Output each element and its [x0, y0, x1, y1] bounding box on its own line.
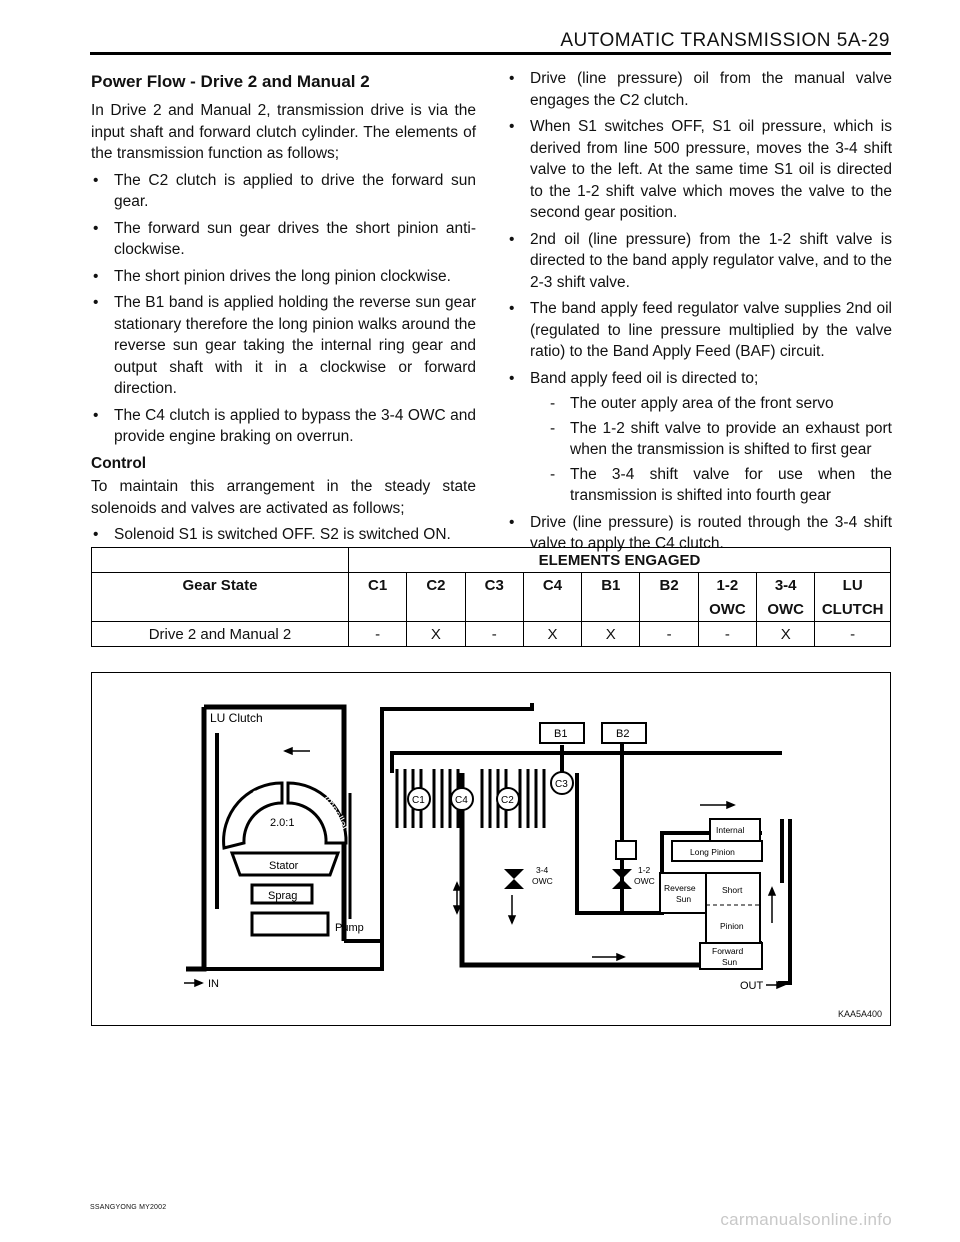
column-header-owc34: 3-4	[757, 573, 815, 598]
arrow-head	[285, 748, 292, 754]
table-cell: X	[582, 622, 640, 647]
list-item: • Drive (line pressure) is routed through the 3-4 shift valve to apply the C4 clutch.	[507, 512, 892, 555]
arrow-head	[509, 916, 515, 923]
column-header-c1: C1	[348, 573, 406, 598]
c3-plates	[520, 769, 544, 828]
owc-34-label-bottom: OWC	[532, 876, 553, 886]
diagram-svg	[92, 673, 892, 1027]
pump-housing	[344, 703, 532, 941]
column-header-lu-sub: CLUTCH	[815, 597, 891, 622]
pinion-label: Pinion	[720, 921, 744, 931]
forward-sun-label-top: Forward	[712, 946, 744, 956]
c3-label: C3	[555, 779, 568, 790]
list-item: • The short pinion drives the long pinion clockwise.	[91, 266, 476, 288]
turbine-label: Turbine	[233, 787, 263, 826]
table-cell: X	[523, 622, 581, 647]
column-header-b2: B2	[640, 573, 698, 598]
reverse-sun	[660, 873, 706, 913]
input-path	[204, 941, 382, 969]
column-header-c4: C4	[523, 573, 581, 598]
table-cell-empty	[582, 597, 640, 622]
table-row	[92, 622, 891, 647]
control-detail-list	[507, 68, 892, 555]
table-cell: X	[407, 622, 465, 647]
column-header-b1: B1	[582, 573, 640, 598]
table-group-header: ELEMENTS ENGAGED	[348, 548, 890, 573]
b1-label: B1	[554, 728, 568, 740]
reverse-sun-label-top: Reverse	[664, 883, 696, 893]
table-cell: X	[757, 622, 815, 647]
column-header-owc34-sub: OWC	[757, 597, 815, 622]
stator-label: Stator	[269, 860, 299, 872]
list-item: • The band apply feed regulator valve supplies 2nd oil (regulated to line pressure multiplied by the valve ratio) to the Band Apply Feed (BAF) circuit.	[507, 298, 892, 363]
element-function-list	[91, 170, 476, 448]
owc-12-label-top: 1-2	[638, 865, 651, 875]
header-rule	[90, 52, 891, 55]
sub-list	[530, 393, 892, 507]
sprag-label: Sprag	[268, 890, 298, 902]
short-label: Short	[722, 885, 743, 895]
forward-sun-label-bottom: Sun	[722, 957, 738, 967]
table-cell: -	[465, 622, 523, 647]
table-cell-empty	[92, 597, 349, 622]
column-header-c2: C2	[407, 573, 465, 598]
column-header-lu: LU	[815, 573, 891, 598]
list-item: • The B1 band is applied holding the reverse sun gear stationary therefore the long pinion walks around the reverse sun gear taking the internal ring gear and output shaft with it in a clockwise or forward direction.	[91, 292, 476, 400]
lu-clutch-label: LU Clutch	[210, 711, 263, 725]
owc-34-symbol	[504, 869, 524, 889]
power-flow-diagram	[91, 672, 891, 1026]
owc-12-housing	[616, 841, 636, 859]
arrow-head	[617, 954, 624, 960]
list-item: • Solenoid S1 is switched OFF. S2 is switched ON.	[91, 524, 476, 546]
short-pinion	[706, 873, 760, 943]
table-cell: -	[815, 622, 891, 647]
list-item: • The C2 clutch is applied to drive the forward sun gear.	[91, 170, 476, 213]
b2-label: B2	[616, 728, 630, 740]
reverse-sun-label-bottom: Sun	[676, 894, 692, 904]
page-footer: SSANGYONG MY2002	[90, 1204, 167, 1211]
page-header	[0, 0, 960, 60]
table-cell-empty	[348, 597, 406, 622]
left-column	[91, 68, 476, 551]
impeller-label: Impeller	[320, 793, 351, 833]
ratio-label: 2.0:1	[270, 817, 295, 829]
page-title: AUTOMATIC TRANSMISSION 5A-29	[560, 30, 890, 51]
intro-paragraph: In Drive 2 and Manual 2, transmission drive is via the input shaft and forward clutch cylinder. The elements of the transmission function as follows;	[91, 102, 476, 162]
internal-label: Internal	[716, 825, 745, 835]
input-shaft-line	[186, 707, 204, 969]
list-item: • The forward sun gear drives the short pinion anti-clockwise.	[91, 218, 476, 261]
list-item: • Drive (line pressure) oil from the manual valve engages the C2 clutch.	[507, 68, 892, 111]
table-cell: -	[348, 622, 406, 647]
owc-12-label-bottom: OWC	[634, 876, 655, 886]
pump-label: Pump	[335, 922, 364, 934]
list-item: • When S1 switches OFF, S1 oil pressure, which is derived from line 500 pressure, moves the 3-4 shift valve to the left. At the same time S1 oil is directed to the 1-2 shift valve which moves the valve to the second gear position.	[507, 116, 892, 224]
sub-list-item: - The outer apply area of the front servo	[530, 393, 892, 415]
table-cell-empty	[407, 597, 465, 622]
c4-label: C4	[455, 795, 468, 806]
arrow-head	[195, 980, 202, 986]
column-header-owc12-sub: OWC	[698, 597, 756, 622]
watermark: carmanualsonline.info	[720, 1210, 892, 1229]
out-label: OUT	[740, 980, 764, 992]
pump-body	[252, 913, 328, 935]
table-cell: -	[698, 622, 756, 647]
c2-label: C2	[501, 795, 514, 806]
list-item: • 2nd oil (line pressure) from the 1-2 shift valve is directed to the band apply regulator valve, and to the 2-3 shift valve.	[507, 229, 892, 294]
owc-12-symbol	[612, 869, 632, 889]
elements-engaged-table	[91, 547, 891, 647]
sub-list-item: - The 1-2 shift valve to provide an exhaust port when the transmission is shifted to first gear	[530, 418, 892, 461]
list-item: • The C4 clutch is applied to bypass the 3-4 OWC and provide engine braking on overrun.	[91, 405, 476, 448]
right-column	[507, 68, 892, 560]
column-header-owc12: 1-2	[698, 573, 756, 598]
column-header-c3: C3	[465, 573, 523, 598]
gear-state-header: Gear State	[92, 573, 349, 598]
list-item-text: Band apply feed oil is directed to;	[530, 369, 759, 387]
arrow-head	[727, 802, 734, 808]
figure-code: KAA5A400	[837, 1009, 882, 1019]
arrow-head	[769, 888, 775, 895]
control-heading: Control	[91, 454, 147, 472]
table-cell-empty	[640, 597, 698, 622]
owc-34-label-top: 3-4	[536, 865, 549, 875]
gear-state-cell: Drive 2 and Manual 2	[92, 622, 349, 647]
list-item	[507, 368, 892, 507]
table-cell-empty	[465, 597, 523, 622]
table-corner-cell	[92, 548, 349, 573]
long-pinion-label: Long Pinion	[690, 847, 735, 857]
control-list	[91, 524, 476, 546]
c1-label: C1	[412, 795, 425, 806]
sub-list-item: - The 3-4 shift valve for use when the transmission is shifted into fourth gear	[530, 464, 892, 507]
in-label: IN	[208, 978, 219, 990]
table-cell-empty	[523, 597, 581, 622]
control-paragraph: To maintain this arrangement in the steady state solenoids and valves are activated as follows;	[91, 478, 476, 517]
table-cell: -	[640, 622, 698, 647]
section-heading: Power Flow - Drive 2 and Manual 2	[91, 72, 370, 91]
